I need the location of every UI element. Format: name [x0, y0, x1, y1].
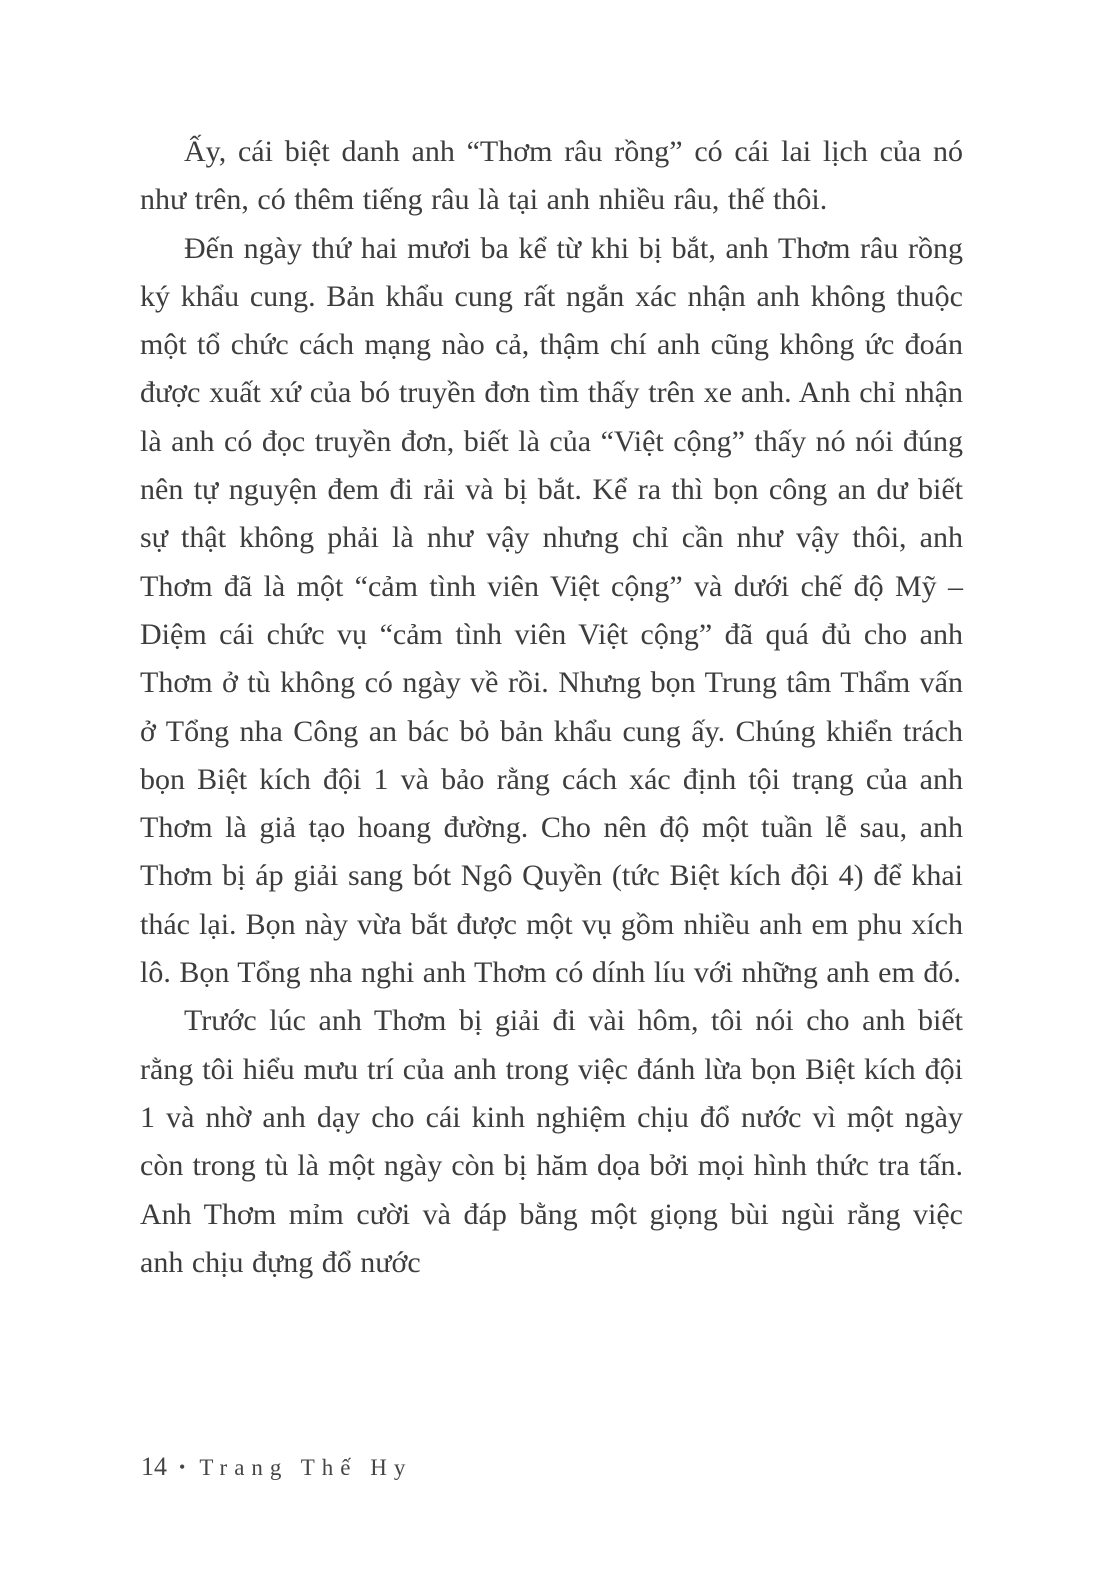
body-paragraph: Ấy, cái biệt danh anh “Thơm râu rồng” có cái lai lịch của nó như trên, có thêm tiếng râu là tại anh nhiều râu, thế thôi.	[140, 135, 963, 217]
body-text-block	[140, 128, 963, 1287]
page-number: 14	[141, 1452, 167, 1481]
body-paragraph: Đến ngày thứ hai mươi ba kể từ khi bị bắt, anh Thơm râu rồng ký khẩu cung. Bản khẩu cung rất ngắn xác nhận anh không thuộc một tổ chức cách mạng nào cả, thậm chí anh cũng không ức đoán được xuất xứ của bó truyền đơn tìm thấy trên xe anh. Anh chỉ nhận là anh có đọc truyền đơn, biết là của “Việt cộng” thấy nó nói đúng nên tự nguyện đem đi rải và bị bắt. Kể ra thì bọn công an dư biết sự thật không phải là như vậy nhưng chỉ cần như vậy thôi, anh Thơm đã là một “cảm tình viên Việt cộng” và dưới chế độ Mỹ – Diệm cái chức vụ “cảm tình viên Việt cộng” đã quá đủ cho anh Thơm ở tù không có ngày về rồi. Nhưng bọn Trung tâm Thẩm vấn ở Tổng nha Công an bác bỏ bản khẩu cung ấy. Chúng khiển trách bọn Biệt kích đội 1 và bảo rằng cách xác định tội trạng của anh Thơm là giả tạo hoang đường. Cho nên độ một tuần lễ sau, anh Thơm bị áp giải sang bót Ngô Quyền (tức Biệt kích đội 4) để khai thác lại. Bọn này vừa bắt được một vụ gồm nhiều anh em phu xích lô. Bọn Tổng nha nghi anh Thơm có dính líu với những anh em đó.	[140, 231, 963, 990]
page-footer	[141, 1452, 412, 1482]
author-name: Trang Thế Hy	[199, 1455, 413, 1480]
body-paragraph: Trước lúc anh Thơm bị giải đi vài hôm, tôi nói cho anh biết rằng tôi hiểu mưu trí của anh trong việc đánh lừa bọn Biệt kích đội 1 và nhờ anh dạy cho cái kinh nghiệm chịu đổ nước vì một ngày còn trong tù là một ngày còn bị hăm dọa bởi mọi hình thức tra tấn. Anh Thơm mỉm cười và đáp bằng một giọng bùi ngùi rằng việc anh chịu đựng đổ nước	[140, 1004, 963, 1279]
footer-separator-dot: •	[179, 1457, 186, 1477]
